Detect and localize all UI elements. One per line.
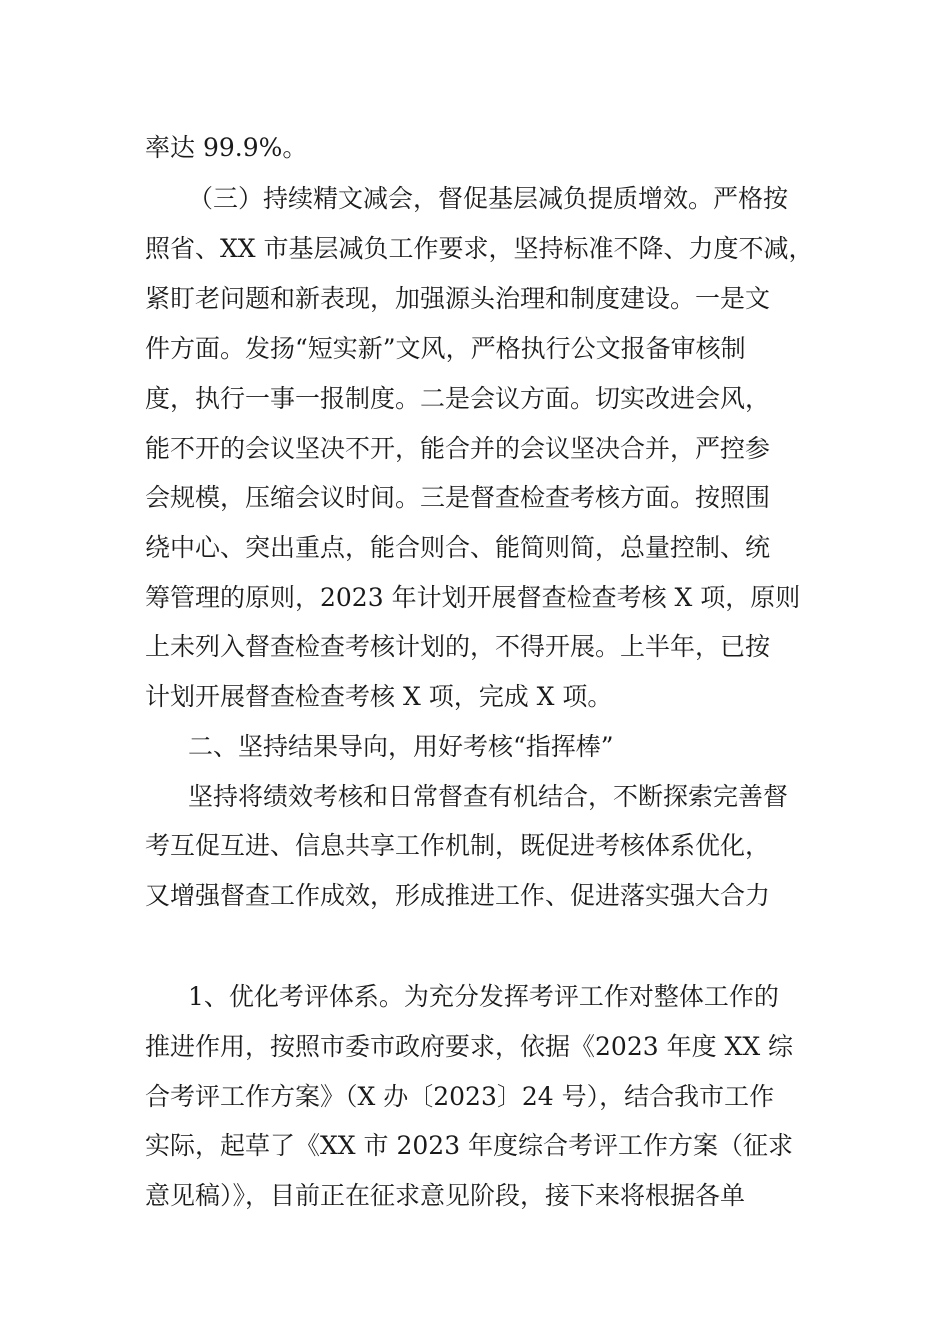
text-line: 件方面。发扬“短实新”文风，严格执行公文报备审核制 <box>145 334 746 363</box>
text-line: 照省、XX 市基层减负工作要求，坚持标准不降、力度不减， <box>145 234 814 263</box>
text-line: 紧盯老问题和新表现，加强源头治理和制度建设。一是文 <box>145 284 771 313</box>
text-line: 绕中心、突出重点，能合则合、能简则简，总量控制、统 <box>145 533 771 562</box>
text-line: 坚持将绩效考核和日常督查有机结合，不断探索完善督 <box>188 782 789 811</box>
text-line: 率达 99.9%。 <box>145 133 308 162</box>
section-heading: 二、坚持结果导向，用好考核“指挥棒” <box>188 732 614 761</box>
text-line: 能不开的会议坚决不开，能合并的会议坚决合并，严控参 <box>145 434 771 463</box>
text-line: 上未列入督查检查考核计划的，不得开展。上半年，已按 <box>145 632 771 661</box>
text-line: 推进作用，按照市委市政府要求，依据《2023 年度 XX 综 <box>145 1032 794 1061</box>
text-line: 筹管理的原则，2023 年计划开展督查检查考核 X 项，原则 <box>145 583 801 612</box>
text-line: 考互促互进、信息共享工作机制，既促进考核体系优化， <box>145 831 771 860</box>
text-line: 计划开展督查检查考核 X 项，完成 X 项。 <box>145 682 613 711</box>
text-line: 1、优化考评体系。为充分发挥考评工作对整体工作的 <box>188 982 779 1011</box>
text-line: 度，执行一事一报制度。二是会议方面。切实改进会风， <box>145 384 771 413</box>
text-line: （三）持续精文减会，督促基层减负提质增效。严格按 <box>188 184 789 213</box>
text-line: 合考评工作方案》（X 办〔2023〕24 号），结合我市工作 <box>145 1082 775 1111</box>
text-line: 实际，起草了《XX 市 2023 年度综合考评工作方案（征求 <box>145 1131 794 1160</box>
text-line: 意见稿）》，目前正在征求意见阶段，接下来将根据各单 <box>145 1181 746 1210</box>
text-line: 又增强督查工作成效，形成推进工作、促进落实强大合力 <box>145 881 771 910</box>
text-line: 会规模，压缩会议时间。三是督查检查考核方面。按照围 <box>145 483 771 512</box>
